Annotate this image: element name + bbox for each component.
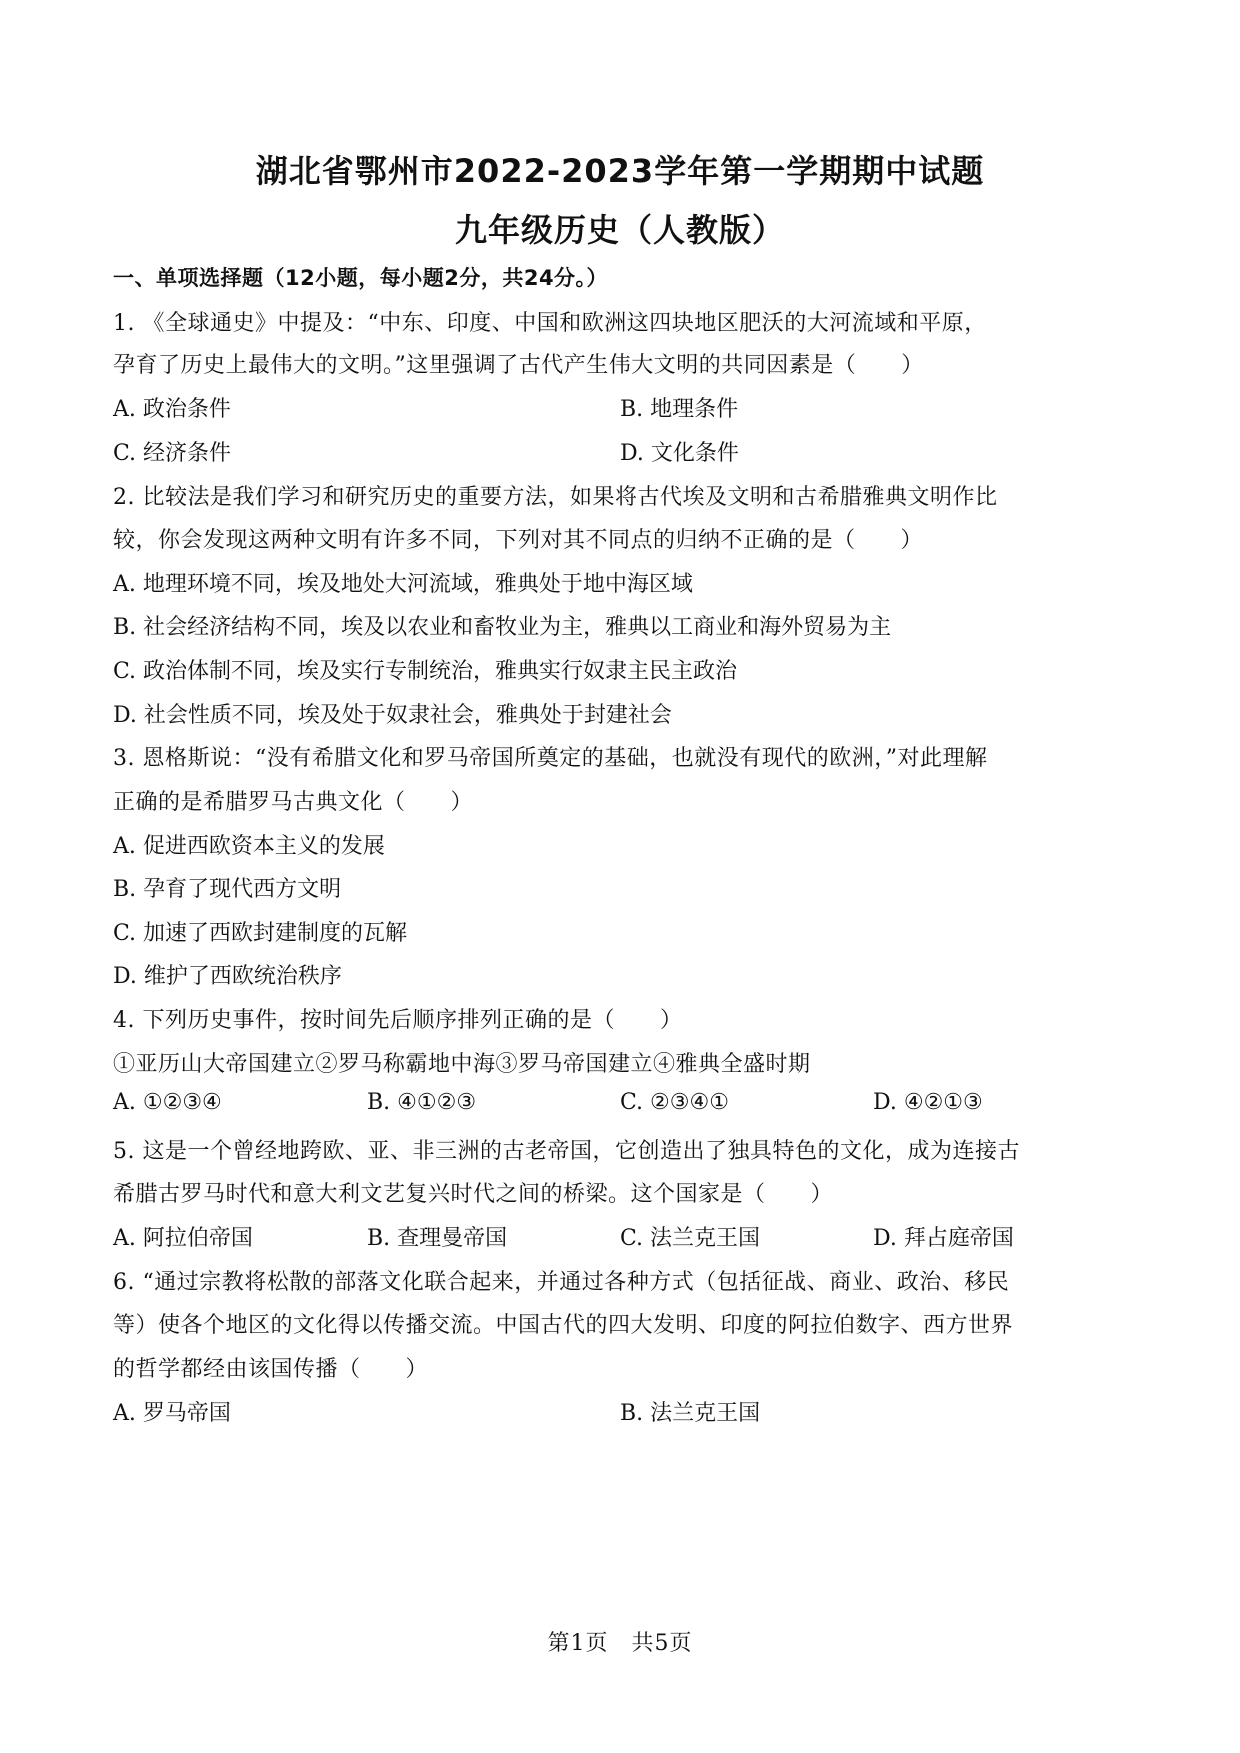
question-3-line-1: 3. 恩格斯说：“没有希腊文化和罗马帝国所奠定的基础，也就没有现代的欧洲，”对此理解 — [113, 746, 988, 771]
question-4-option-c: C. ②③④① — [620, 1090, 729, 1115]
question-2-line-1: 2. 比较法是我们学习和研究历史的重要方法，如果将古代埃及文明和古希腊雅典文明作比 — [113, 485, 998, 510]
question-3-option-c: C. 加速了西欧封建制度的瓦解 — [113, 921, 408, 946]
question-1-option-d: D. 文化条件 — [620, 441, 739, 466]
question-1-option-c: C. 经济条件 — [113, 441, 232, 466]
question-2-option-a: A. 地理环境不同，埃及地处大河流域，雅典处于地中海区域 — [113, 572, 693, 597]
question-6-line-3: 的哲学都经由该国传播（ ） — [113, 1357, 429, 1382]
question-3-option-d: D. 维护了西欧统治秩序 — [113, 964, 342, 989]
question-6-option-b: B. 法兰克王国 — [620, 1401, 761, 1426]
exam-title: 湖北省鄂州市2022-2023学年第一学期期中试题 — [255, 152, 985, 190]
question-3-option-a: A. 促进西欧资本主义的发展 — [113, 834, 385, 859]
question-2-option-d: D. 社会性质不同，埃及处于奴隶社会，雅典处于封建社会 — [113, 703, 672, 728]
question-1-line-1: 1. 《全球通史》中提及：“中东、印度、中国和欧洲这四块地区肥沃的大河流域和平原， — [113, 311, 987, 336]
question-6-option-a: A. 罗马帝国 — [113, 1401, 231, 1426]
section-heading: 一、单项选择题（12小题，每小题2分，共24分。） — [113, 266, 609, 290]
question-1-line-2: 孕育了历史上最伟大的文明。”这里强调了古代产生伟大文明的共同因素是（ ） — [113, 353, 924, 378]
exam-subtitle: 九年级历史（人教版） — [454, 211, 785, 249]
question-2-option-c: C. 政治体制不同，埃及实行专制统治，雅典实行奴隶主民主政治 — [113, 659, 738, 684]
question-5-line-2: 希腊古罗马时代和意大利文艺复兴时代之间的桥梁。这个国家是（ ） — [113, 1182, 834, 1207]
question-2-line-2: 较，你会发现这两种文明有许多不同，下列对其不同点的归纳不正确的是（ ） — [113, 528, 924, 553]
question-4-option-b: B. ④①②③ — [367, 1090, 477, 1115]
question-2-option-b: B. 社会经济结构不同，埃及以农业和畜牧业为主，雅典以工商业和海外贸易为主 — [113, 615, 892, 640]
question-3-option-b: B. 孕育了现代西方文明 — [113, 877, 342, 902]
question-5-option-a: A. 阿拉伯帝国 — [113, 1226, 253, 1251]
question-4-option-d: D. ④②①③ — [873, 1090, 983, 1115]
question-6-line-2: 等）使各个地区的文化得以传播交流。中国古代的四大发明、印度的阿拉伯数字、西方世界 — [113, 1313, 1014, 1338]
question-4-line-2: ①亚历山大帝国建立②罗马称霸地中海③罗马帝国建立④雅典全盛时期 — [113, 1052, 811, 1077]
question-1-option-b: B. 地理条件 — [620, 397, 739, 422]
question-4-option-a: A. ①②③④ — [113, 1090, 222, 1115]
question-3-line-2: 正确的是希腊罗马古典文化（ ） — [113, 790, 474, 815]
question-5-option-c: C. 法兰克王国 — [620, 1226, 761, 1251]
question-1-option-a: A. 政治条件 — [113, 397, 231, 422]
question-6-line-1: 6. “通过宗教将松散的部落文化联合起来，并通过各种方式（包括征战、商业、政治、移民 — [113, 1270, 1010, 1295]
question-5-line-1: 5. 这是一个曾经地跨欧、亚、非三洲的古老帝国，它创造出了独具特色的文化，成为连接古 — [113, 1139, 1020, 1164]
page-number-footer: 第1页 共5页 — [547, 1631, 693, 1656]
question-4-line-1: 4. 下列历史事件，按时间先后顺序排列正确的是（ ） — [113, 1008, 683, 1033]
question-5-option-b: B. 查理曼帝国 — [367, 1226, 508, 1251]
question-5-option-d: D. 拜占庭帝国 — [873, 1226, 1014, 1251]
